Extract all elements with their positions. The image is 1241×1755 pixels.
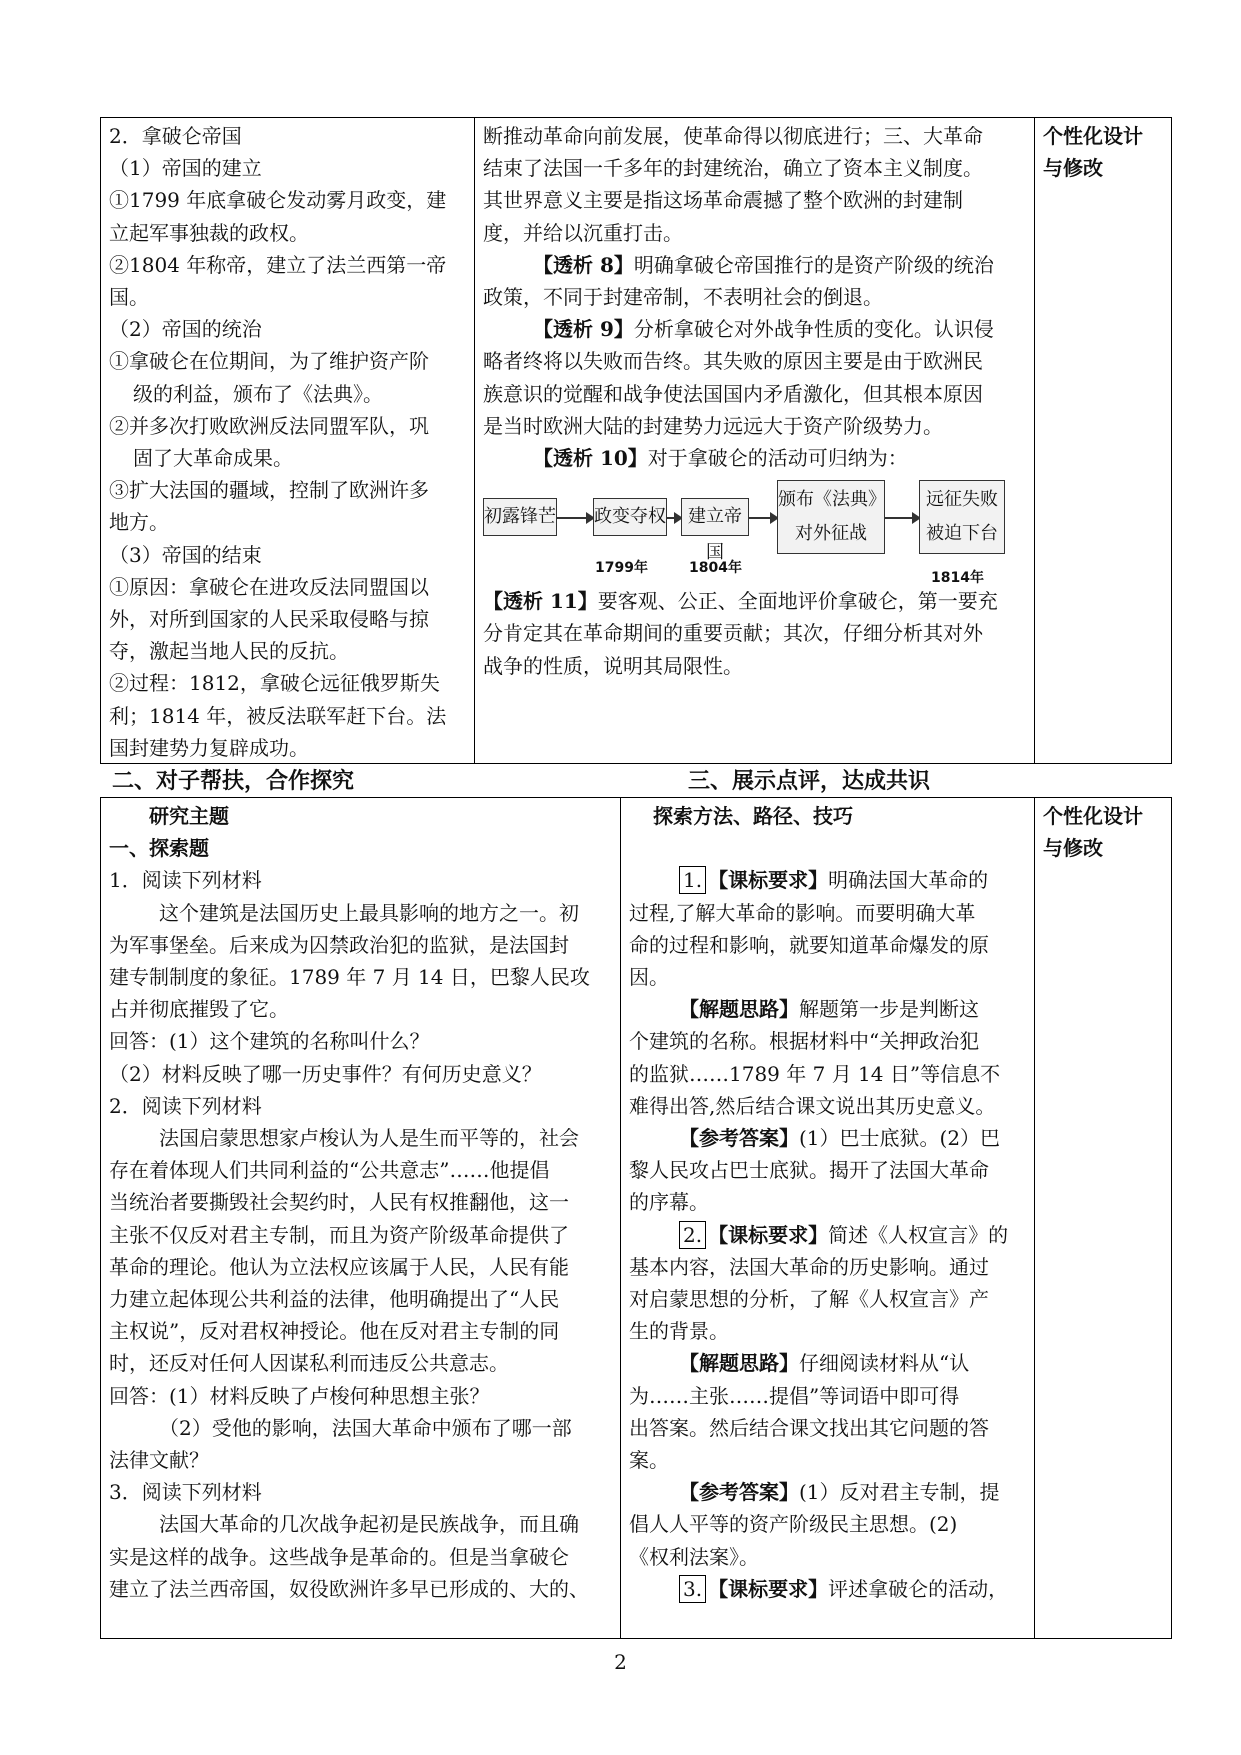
text-line: 生的背景。: [629, 1319, 729, 1344]
top-table: [100, 117, 1172, 764]
text-line: 因。: [629, 965, 669, 990]
text-line: 出答案。然后结合课文找出其它问题的答: [629, 1415, 989, 1440]
text-line: 断推动革命向前发展，使革命得以彻底进行；三、大革命: [483, 124, 983, 148]
text-line: 回答：(1）材料反映了卢梭何种思想主张？: [109, 1383, 490, 1408]
text-line: 度，并给以沉重打击。: [483, 220, 683, 245]
top-left-cell: [109, 120, 471, 764]
section-title-right: 三、展示点评，达成共识: [688, 769, 931, 794]
text-line: 案。: [629, 1448, 669, 1473]
text-line: 命的过程和影响，就要知道革命爆发的原: [629, 932, 989, 957]
text-line: 一、探索题: [109, 836, 209, 861]
col2-header: 探索方法、路径、技巧: [653, 804, 853, 828]
text-line: ②1804 年称帝，建立了法兰西第一帝: [109, 252, 447, 277]
text-line: 过程,了解大革命的影响。而要明确大革: [629, 900, 976, 925]
text-line: 级的利益，颁布了《法典》。: [133, 381, 383, 406]
text-line: 法律文献？: [109, 1448, 209, 1473]
right-header-line1: 个性化设计: [1043, 124, 1143, 148]
text-line: 力建立起体现公共利益的法律，他明确提出了“人民: [109, 1287, 560, 1312]
text-line: （3）帝国的结束: [109, 542, 262, 567]
bottom-mid-cell: [629, 800, 1031, 1605]
text-line: 的序幕。: [629, 1190, 709, 1215]
text-line: 黎人民攻占巴士底狱。揭开了法国大革命: [629, 1158, 989, 1183]
text-line: 难得出答,然后结合课文说出其历史意义。: [629, 1093, 996, 1118]
text-line: 为军事堡垒。后来成为囚禁政治犯的监狱，是法国封: [109, 932, 569, 957]
text-line: 实是这样的战争。这些战争是革命的。但是当拿破仑: [109, 1544, 569, 1569]
bottom-right-cell: [1043, 800, 1169, 864]
text-line: 【解题思路】解题第一步是判断这: [679, 997, 979, 1022]
flow-box-5: [919, 480, 1005, 554]
right-header-line2: 与修改: [1043, 156, 1103, 181]
item-number-box: 1.: [679, 866, 706, 894]
text-line: 倡人人平等的资产阶级民主思想。(2): [629, 1512, 958, 1537]
col1-header: 研究主题: [149, 804, 229, 828]
flow-arrow: [749, 517, 777, 519]
col3-header-line1: 个性化设计: [1043, 804, 1143, 828]
text-line: [629, 1573, 1031, 1605]
text-line: 【解题思路】仔细阅读材料从“认: [679, 1351, 970, 1376]
text-line: [629, 1219, 1031, 1251]
col3-header-line2: 与修改: [1043, 836, 1103, 861]
text-line: 夺，激起当地人民的反抗。: [109, 639, 349, 664]
text-line: [629, 864, 1031, 896]
text-line: 主张不仅反对君主专制，而且为资产阶级革命提供了: [109, 1222, 569, 1247]
text-line: 族意识的觉醒和战争使法国国内矛盾激化，但其根本原因: [483, 381, 983, 406]
text-line: 【参考答案】(1）巴士底狱。(2）巴: [679, 1126, 1001, 1151]
text-span: 【课标要求】简述《人权宣言》的: [708, 1222, 1009, 1247]
flow-box-5-line2: 被迫下台: [926, 523, 998, 545]
text-line: 建专制制度的象征。1789 年 7 月 14 日，巴黎人民攻: [109, 965, 590, 990]
text-line: 国。: [109, 285, 149, 310]
text-line: 的监狱……1789 年 7 月 14 日”等信息不: [629, 1061, 1001, 1086]
text-line: 2．拿破仑帝国: [109, 124, 242, 148]
blank-line: [629, 832, 1031, 864]
text-line: 1．阅读下列材料: [109, 868, 262, 893]
flow-arrow: [885, 517, 919, 519]
bottom-left-cell: [109, 800, 617, 1605]
text-line: 法国大革命的几次战争起初是民族战争，而且确: [159, 1512, 579, 1537]
flow-box-4: [777, 480, 885, 554]
text-line: 分肯定其在革命期间的重要贡献；其次，仔细分析其对外: [483, 621, 983, 646]
text-line: （1）帝国的建立: [109, 156, 262, 181]
text-line: 基本内容，法国大革命的历史影响。通过: [629, 1254, 989, 1279]
text-line: 占并彻底摧毁了它。: [109, 997, 289, 1022]
text-line: 固了大革命成果。: [133, 446, 293, 471]
text-line: 2．阅读下列材料: [109, 1093, 262, 1118]
text-line: 存在着体现人们共同利益的“公共意志”……他提倡: [109, 1158, 550, 1183]
text-line: 回答：(1）这个建筑的名称叫什么？: [109, 1029, 430, 1054]
text-span: 【课标要求】明确法国大革命的: [708, 868, 989, 893]
text-line: 时，还反对任何人因谋私利而违反公共意志。: [109, 1351, 509, 1376]
top-mid-cell: [483, 120, 1031, 682]
flow-box-3: 建立帝国: [681, 498, 749, 536]
flow-arrow: [557, 517, 593, 519]
text-line: 【透析 10】对于拿破仑的活动可归纳为：: [533, 446, 908, 471]
text-line: 为……主张……提倡”等词语中即可得: [629, 1383, 960, 1408]
text-line: 其世界意义主要是指这场革命震撼了整个欧洲的封建制: [483, 188, 963, 213]
text-line: 3．阅读下列材料: [109, 1480, 262, 1505]
text-line: ①原因：拿破仑在进攻反法同盟国以: [109, 574, 429, 599]
text-line: 结束了法国一千多年的封建统治，确立了资本主义制度。: [483, 156, 983, 181]
text-line: 外，对所到国家的人民采取侵略与掠: [109, 607, 429, 632]
flow-box-2: 政变夺权: [593, 498, 667, 536]
flow-box-5-line1: 远征失败: [926, 489, 998, 511]
text-span: 【课标要求】评述拿破仑的活动，: [708, 1576, 1009, 1601]
text-line: 是当时欧洲大陆的封建势力远远大于资产阶级势力。: [483, 413, 943, 438]
text-line: ②并多次打败欧洲反法同盟军队，巩: [109, 413, 429, 438]
bottom-table: [100, 797, 1172, 1639]
text-line: ①1799 年底拿破仑发动雾月政变，建: [109, 188, 447, 213]
text-line: 地方。: [109, 510, 169, 535]
text-line: 【透析 8】明确拿破仑帝国推行的是资产阶级的统治: [533, 252, 994, 277]
flow-box-1: 初露锋芒: [483, 498, 557, 536]
text-line: 国封建势力复辟成功。: [109, 735, 309, 760]
text-line: 对启蒙思想的分析，了解《人权宣言》产: [629, 1287, 989, 1312]
page-number: 2: [614, 1650, 627, 1674]
text-line: 略者终将以失败而告终。其失败的原因主要是由于欧洲民: [483, 349, 983, 374]
flow-box-4-line2: 对外征战: [795, 523, 867, 545]
item-number-box: 2.: [679, 1221, 706, 1249]
flow-box-4-line1: 颁布《法典》: [778, 489, 886, 511]
text-line: 这个建筑是法国历史上最具影响的地方之一。初: [159, 900, 579, 925]
text-line: 建立了法兰西帝国，奴役欧洲许多早已形成的、大的、: [109, 1576, 589, 1601]
text-line: 利；1814 年，被反法联军赶下台。法: [109, 703, 447, 728]
text-line: 当统治者要撕毁社会契约时，人民有权推翻他，这一: [109, 1190, 569, 1215]
flow-year-1804: 1804年: [689, 560, 742, 577]
text-line: ③扩大法国的疆域，控制了欧洲许多: [109, 478, 429, 503]
text-line: ②过程：1812，拿破仑远征俄罗斯失: [109, 671, 440, 696]
text-line: （2）帝国的统治: [109, 317, 262, 342]
text-line: 主权说”，反对君权神授论。他在反对君主专制的同: [109, 1319, 560, 1344]
text-line: 战争的性质，说明其局限性。: [483, 653, 743, 678]
text-line: 个建筑的名称。根据材料中“关押政治犯: [629, 1029, 980, 1054]
text-line: 政策，不同于封建帝制，不表明社会的倒退。: [483, 285, 883, 310]
text-line: （2）材料反映了哪一历史事件？有何历史意义？: [109, 1061, 542, 1086]
section-title-left: 二、对子帮扶，合作探究: [112, 769, 355, 794]
text-line: （2）受他的影响，法国大革命中颁布了哪一部: [159, 1415, 572, 1440]
text-line: 【透析 11】要客观、公正、全面地评价拿破仑，第一要充: [483, 589, 998, 614]
text-line: ①拿破仑在位期间，为了维护资产阶: [109, 349, 429, 374]
item-number-box: 3.: [679, 1575, 706, 1603]
flow-year-1814: 1814年: [931, 570, 984, 587]
flow-arrow: [667, 517, 681, 519]
text-line: 【参考答案】(1）反对君主专制，提: [679, 1480, 1000, 1505]
text-line: 《权利法案》。: [629, 1544, 759, 1569]
text-line: 【透析 9】分析拿破仑对外战争性质的变化。认识侵: [533, 317, 994, 342]
flow-year-1799: 1799年: [595, 560, 648, 577]
text-line: 法国启蒙思想家卢梭认为人是生而平等的，社会: [159, 1126, 579, 1151]
napoleon-flow-diagram: [483, 480, 1031, 585]
top-right-cell: [1043, 120, 1169, 184]
text-line: 革命的理论。他认为立法权应该属于人民，人民有能: [109, 1254, 569, 1279]
text-line: 立起军事独裁的政权。: [109, 220, 309, 245]
